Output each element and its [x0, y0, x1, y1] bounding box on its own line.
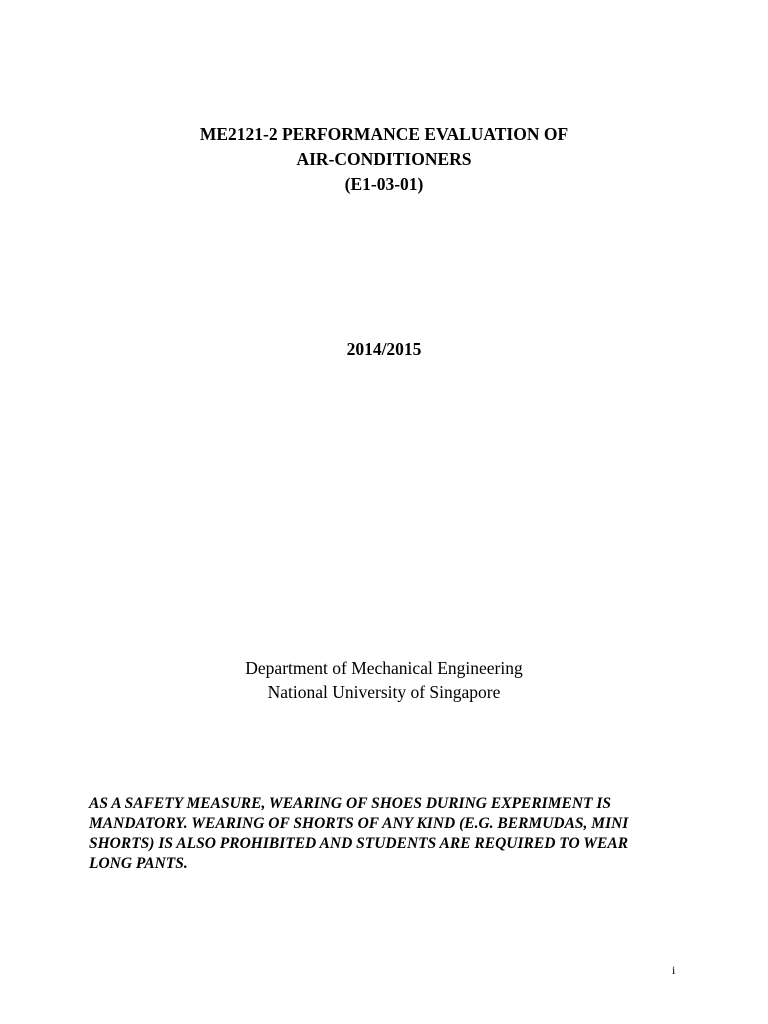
safety-notice [89, 794, 709, 874]
title-line-code: (E1-03-01) [344, 174, 424, 194]
department-block [0, 656, 768, 704]
title-line-subject: AIR-CONDITIONERS [296, 149, 472, 169]
page-number: i [672, 963, 676, 977]
safety-notice-line: SHORTS) IS ALSO PROHIBITED AND STUDENTS ARE REQUIRED TO WEAR [89, 835, 629, 852]
department-name: Department of Mechanical Engineering [245, 658, 523, 678]
university-name: National University of Singapore [267, 682, 501, 702]
document-title [0, 122, 768, 197]
safety-notice-line: MANDATORY. WEARING OF SHORTS OF ANY KIND (E.G. BERMUDAS, MINI [89, 815, 629, 832]
title-line-course: ME2121-2 PERFORMANCE EVALUATION OF [199, 124, 569, 144]
safety-notice-line: AS A SAFETY MEASURE, WEARING OF SHOES DURING EXPERIMENT IS [89, 795, 612, 812]
safety-notice-line: LONG PANTS. [89, 855, 188, 872]
academic-year: 2014/2015 [346, 339, 422, 359]
